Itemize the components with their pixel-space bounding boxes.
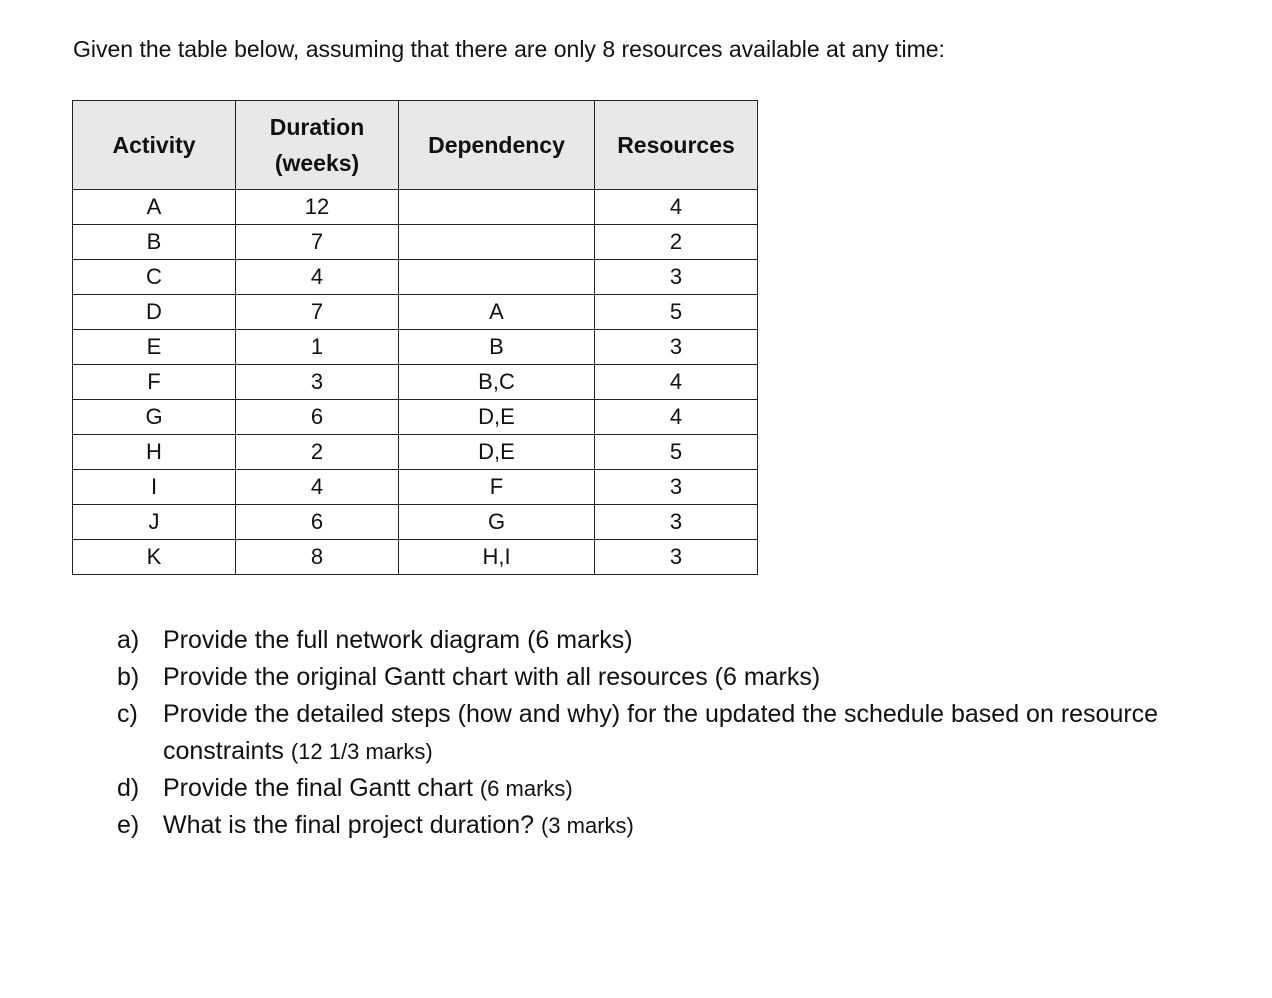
question-body xyxy=(163,696,1163,770)
question-list xyxy=(117,622,1163,844)
cell-activity: F xyxy=(73,365,236,400)
cell-activity: E xyxy=(73,330,236,365)
table-row xyxy=(73,505,758,540)
cell-resources: 4 xyxy=(595,365,758,400)
cell-resources: 3 xyxy=(595,540,758,575)
cell-resources: 4 xyxy=(595,400,758,435)
activity-table xyxy=(72,100,758,575)
question-marker: c) xyxy=(117,700,138,728)
cell-activity: H xyxy=(73,435,236,470)
question-text: Provide the original Gantt chart with all resources (6 marks) xyxy=(163,663,821,691)
question-marks: (6 marks) xyxy=(479,776,573,801)
cell-dependency: H,I xyxy=(399,540,595,575)
cell-duration: 4 xyxy=(236,260,399,295)
table-header-row xyxy=(73,101,758,190)
cell-duration: 7 xyxy=(236,295,399,330)
question-marker: e) xyxy=(117,811,140,839)
header-duration xyxy=(236,101,399,190)
cell-dependency xyxy=(399,190,595,225)
cell-activity: B xyxy=(73,225,236,260)
cell-duration: 8 xyxy=(236,540,399,575)
cell-activity: J xyxy=(73,505,236,540)
cell-duration: 2 xyxy=(236,435,399,470)
header-dependency: Dependency xyxy=(399,101,595,190)
question-body xyxy=(163,770,1163,807)
cell-duration: 4 xyxy=(236,470,399,505)
question-item xyxy=(117,659,1163,696)
question-marker: d) xyxy=(117,774,140,802)
question-text: What is the final project duration? xyxy=(163,811,541,839)
cell-activity: C xyxy=(73,260,236,295)
table-row xyxy=(73,190,758,225)
cell-dependency xyxy=(399,260,595,295)
question-item xyxy=(117,622,1163,659)
table-row xyxy=(73,435,758,470)
cell-resources: 3 xyxy=(595,505,758,540)
header-duration-line2: (weeks) xyxy=(274,150,360,176)
cell-dependency: D,E xyxy=(399,400,595,435)
cell-duration: 3 xyxy=(236,365,399,400)
question-item xyxy=(117,807,1163,844)
question-text: Provide the detailed steps (how and why) for the updated the schedule based on resource constraints xyxy=(163,700,1159,765)
cell-dependency: A xyxy=(399,295,595,330)
cell-dependency: D,E xyxy=(399,435,595,470)
cell-resources: 5 xyxy=(595,295,758,330)
question-text: Provide the full network diagram (6 marks) xyxy=(163,626,633,654)
table-row xyxy=(73,330,758,365)
cell-dependency: F xyxy=(399,470,595,505)
cell-resources: 4 xyxy=(595,190,758,225)
cell-duration: 6 xyxy=(236,400,399,435)
question-marker: b) xyxy=(117,663,140,691)
cell-dependency: B xyxy=(399,330,595,365)
cell-duration: 12 xyxy=(236,190,399,225)
header-duration-line1: Duration xyxy=(269,114,365,140)
cell-duration: 1 xyxy=(236,330,399,365)
question-body xyxy=(163,659,1163,696)
header-resources: Resources xyxy=(595,101,758,190)
table-row xyxy=(73,470,758,505)
cell-activity: K xyxy=(73,540,236,575)
header-activity: Activity xyxy=(73,101,236,190)
table-row xyxy=(73,260,758,295)
table-row xyxy=(73,225,758,260)
cell-dependency: G xyxy=(399,505,595,540)
cell-activity: G xyxy=(73,400,236,435)
question-body xyxy=(163,622,1163,659)
cell-activity: I xyxy=(73,470,236,505)
table-row xyxy=(73,295,758,330)
cell-resources: 3 xyxy=(595,470,758,505)
question-item xyxy=(117,696,1163,770)
cell-dependency xyxy=(399,225,595,260)
cell-resources: 3 xyxy=(595,330,758,365)
cell-duration: 7 xyxy=(236,225,399,260)
table-row xyxy=(73,400,758,435)
table-row xyxy=(73,365,758,400)
question-item xyxy=(117,770,1163,807)
cell-activity: D xyxy=(73,295,236,330)
question-marks: (12 1/3 marks) xyxy=(290,739,433,764)
question-body xyxy=(163,807,1163,844)
cell-duration: 6 xyxy=(236,505,399,540)
cell-resources: 5 xyxy=(595,435,758,470)
cell-resources: 2 xyxy=(595,225,758,260)
cell-resources: 3 xyxy=(595,260,758,295)
intro-text: Given the table below, assuming that there are only 8 resources available at any time: xyxy=(73,36,945,62)
question-text: Provide the final Gantt chart xyxy=(163,774,480,802)
question-marks: (3 marks) xyxy=(540,813,634,838)
cell-activity: A xyxy=(73,190,236,225)
question-marker: a) xyxy=(117,626,140,654)
cell-dependency: B,C xyxy=(399,365,595,400)
table-row xyxy=(73,540,758,575)
